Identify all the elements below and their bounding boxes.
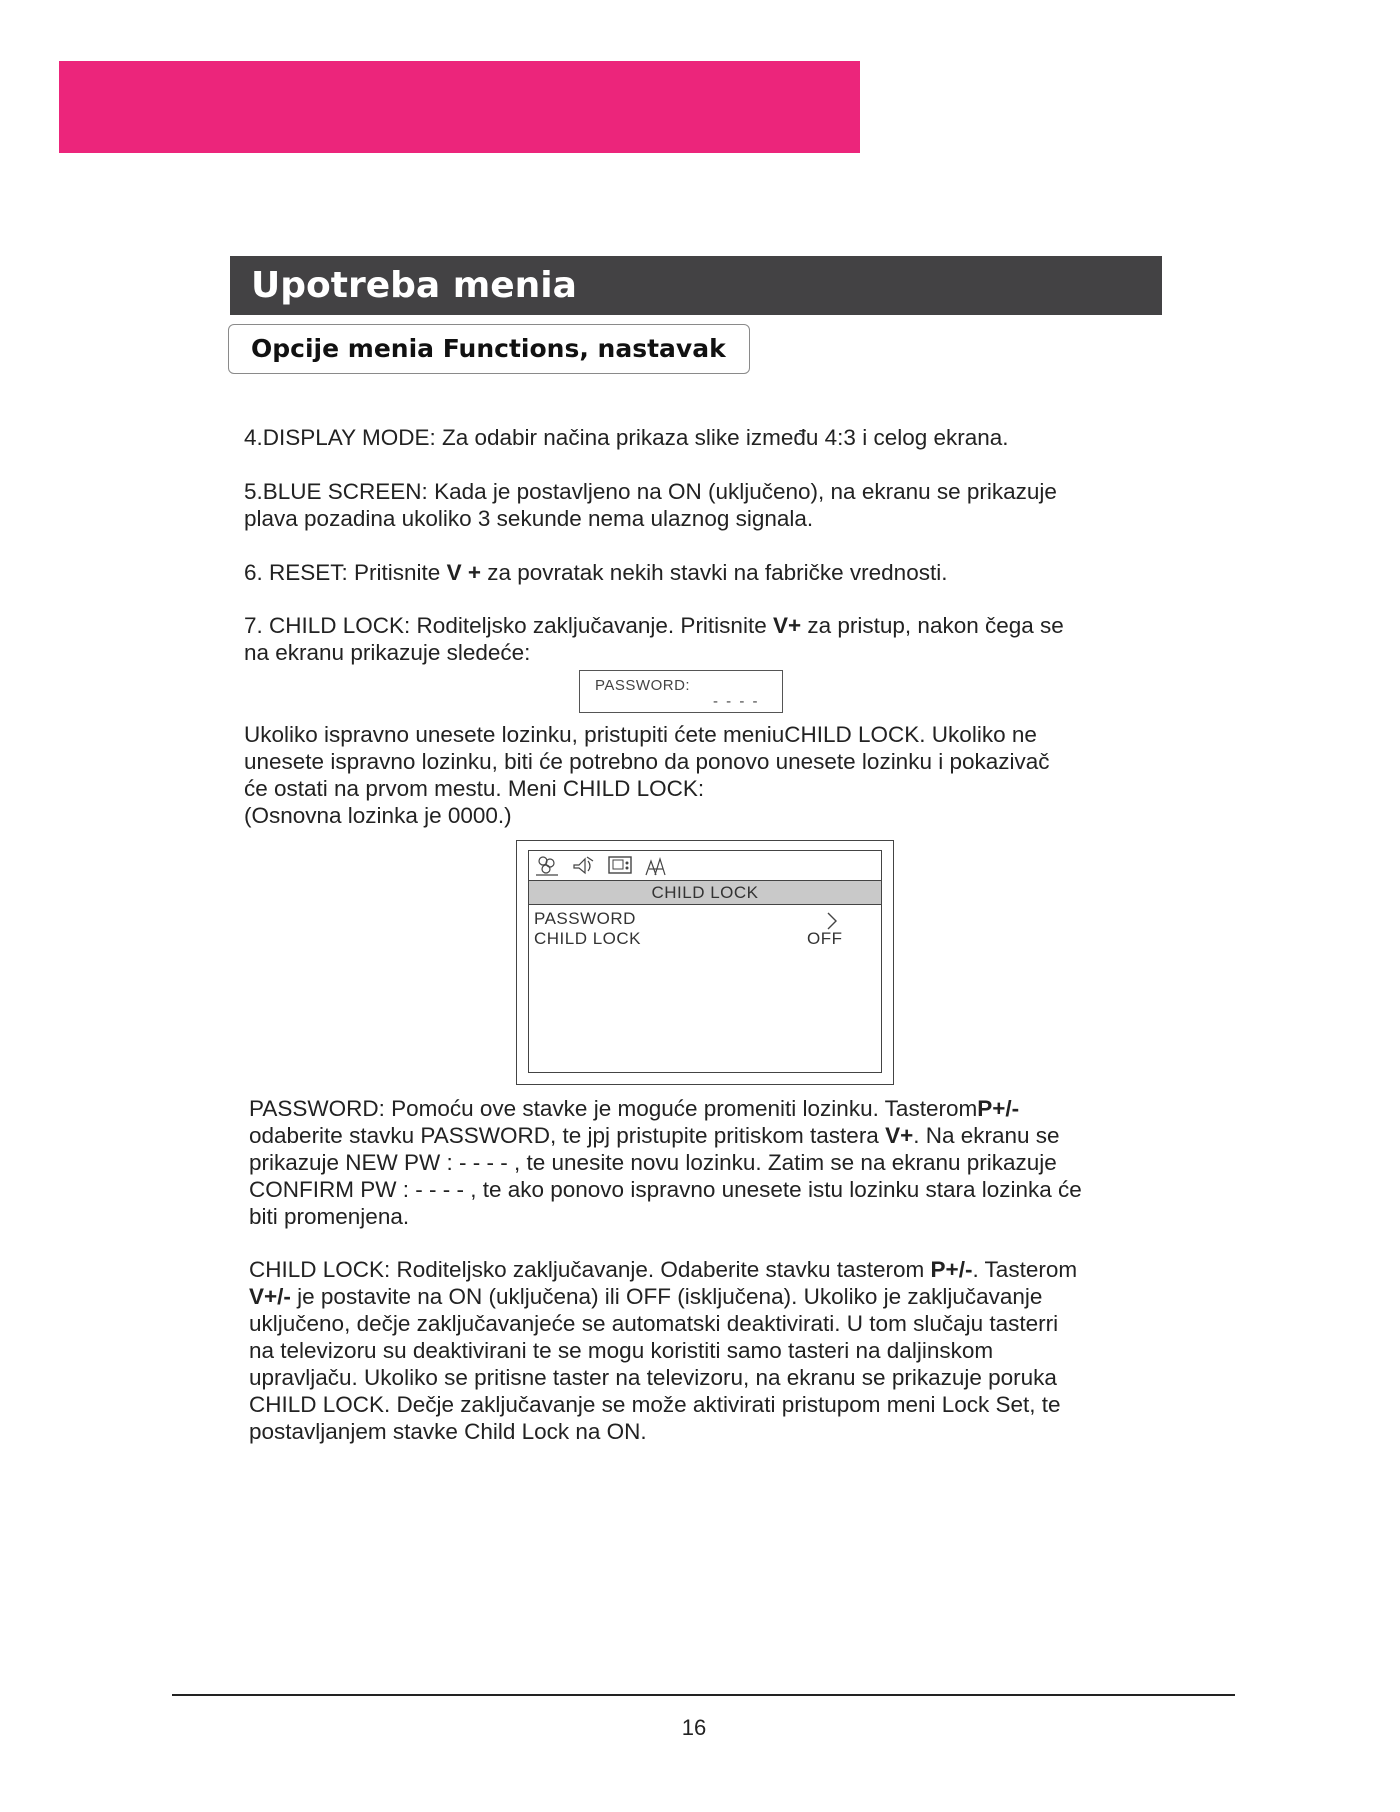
item-display-mode: [244, 424, 1164, 451]
password-prompt-label: PASSWORD:: [595, 677, 691, 694]
cl-key-1: P+/-: [930, 1257, 973, 1282]
cl-line-1: CHILD LOCK: Roditeljsko zaključavanje. Odaberite stavku tasterom: [249, 1257, 931, 1282]
cl-line-6: CHILD LOCK. Dečje zaključavanje se može aktivirati pristupom meni Lock Set, te: [249, 1392, 1061, 1417]
function-icon: [643, 855, 669, 877]
child-lock-text-pre: 7. CHILD LOCK: Roditeljsko zaključavanje. Pritisnite: [244, 613, 773, 638]
child-lock-key: V+: [772, 613, 802, 638]
sound-icon: [571, 855, 595, 877]
password-line-3: prikazuje NEW PW : - - - - , te unesite novu lozinku. Zatim se na ekranu prikazuje: [249, 1150, 1057, 1175]
osd-icon-row: [529, 851, 881, 881]
cl-line-2: je postavite na ON (uključena) ili OFF (isključena). Ukoliko je zaključavanje: [290, 1284, 1043, 1309]
osd-child-lock-value: OFF: [807, 929, 843, 948]
section-subtitle: Opcije menia Functions, nastavak: [228, 324, 750, 374]
reset-text-pre: 6. RESET: Pritisnite: [244, 560, 447, 585]
password-key-1: P+/-: [977, 1096, 1020, 1121]
header-accent-bar: [59, 61, 860, 153]
blue-screen-line-2: plava pozadina ukoliko 3 sekunde nema ulaznog signala.: [244, 506, 814, 531]
password-line-2-post: . Na ekranu se: [913, 1123, 1060, 1148]
blue-screen-line-1: 5.BLUE SCREEN: Kada je postavljeno na ON (uključeno), na ekranu se prikazuje: [244, 479, 1057, 504]
picture-icon: [535, 855, 559, 877]
password-key-2: V+: [885, 1123, 914, 1148]
child-lock-line-2: na ekranu prikazuje sledeće:: [244, 640, 531, 665]
osd-menu-panel: [528, 850, 882, 1073]
reset-text-post: za povratak nekih stavki na fabričke vrednosti.: [480, 560, 948, 585]
footer-divider: [172, 1694, 1235, 1696]
osd-password-option[interactable]: PASSWORD: [534, 909, 636, 928]
cl-line-5: upravljaču. Ukoliko se pritisne taster na televizoru, na ekranu se prikazuje poruka: [249, 1365, 1057, 1390]
intro-line-4: (Osnovna lozinka je 0000.): [244, 803, 512, 828]
page-number: 16: [681, 1715, 707, 1740]
password-section: [249, 1095, 1169, 1230]
chevron-right-icon: [826, 911, 838, 931]
cl-line-3: uključeno, dečje zaključavanjeće se automatski deaktivirati. U tom slučaju tasterri: [249, 1311, 1059, 1336]
password-line-1: PASSWORD: Pomoću ove stavke je moguće promeniti lozinku. Tasterom: [249, 1096, 978, 1121]
cl-line-7: postavljanjem stavke Child Lock na ON.: [249, 1419, 647, 1444]
cl-line-4: na televizoru su deaktivirani te se mogu koristiti samo tasteri na daljinskom: [249, 1338, 994, 1363]
intro-line-2: unesete ispravno lozinku, biti će potrebno da ponovo unesete lozinku i pokazivač: [244, 749, 1050, 774]
password-line-4: CONFIRM PW : - - - - , te ako ponovo ispravno unesete istu lozinku stara lozinka će: [249, 1177, 1082, 1202]
osd-child-lock-option[interactable]: CHILD LOCK: [534, 929, 642, 948]
password-line-5: biti promenjena.: [249, 1204, 410, 1229]
child-lock-text-post: za pristup, nakon čega se: [801, 613, 1064, 638]
reset-key: V +: [446, 560, 481, 585]
item-blue-screen: [244, 478, 1164, 532]
tv-icon: [607, 855, 633, 877]
item-child-lock: [244, 612, 1164, 666]
cl-line-1-post: . Tasterom: [972, 1257, 1078, 1282]
intro-line-3: će ostati na prvom mestu. Meni CHILD LOCK:: [244, 776, 705, 801]
section-title: Upotreba menia: [230, 256, 1162, 315]
display-mode-text: 4.DISPLAY MODE: Za odabir načina prikaza slike između 4:3 i celog ekrana.: [244, 425, 1009, 450]
osd-menu-screen: [516, 840, 894, 1085]
cl-key-2: V+/-: [249, 1284, 291, 1309]
osd-menu-title: CHILD LOCK: [529, 881, 881, 905]
password-line-2: odaberite stavku PASSWORD, te jpj pristupite pritiskom tastera: [249, 1123, 886, 1148]
password-prompt-dashes: - - - -: [713, 693, 760, 710]
intro-line-1: Ukoliko ispravno unesete lozinku, pristupiti ćete meniuCHILD LOCK. Ukoliko ne: [244, 722, 1037, 747]
password-prompt-box: [579, 670, 783, 713]
child-lock-intro: [244, 721, 1164, 829]
child-lock-section: [249, 1256, 1169, 1445]
item-reset: [244, 559, 1164, 586]
